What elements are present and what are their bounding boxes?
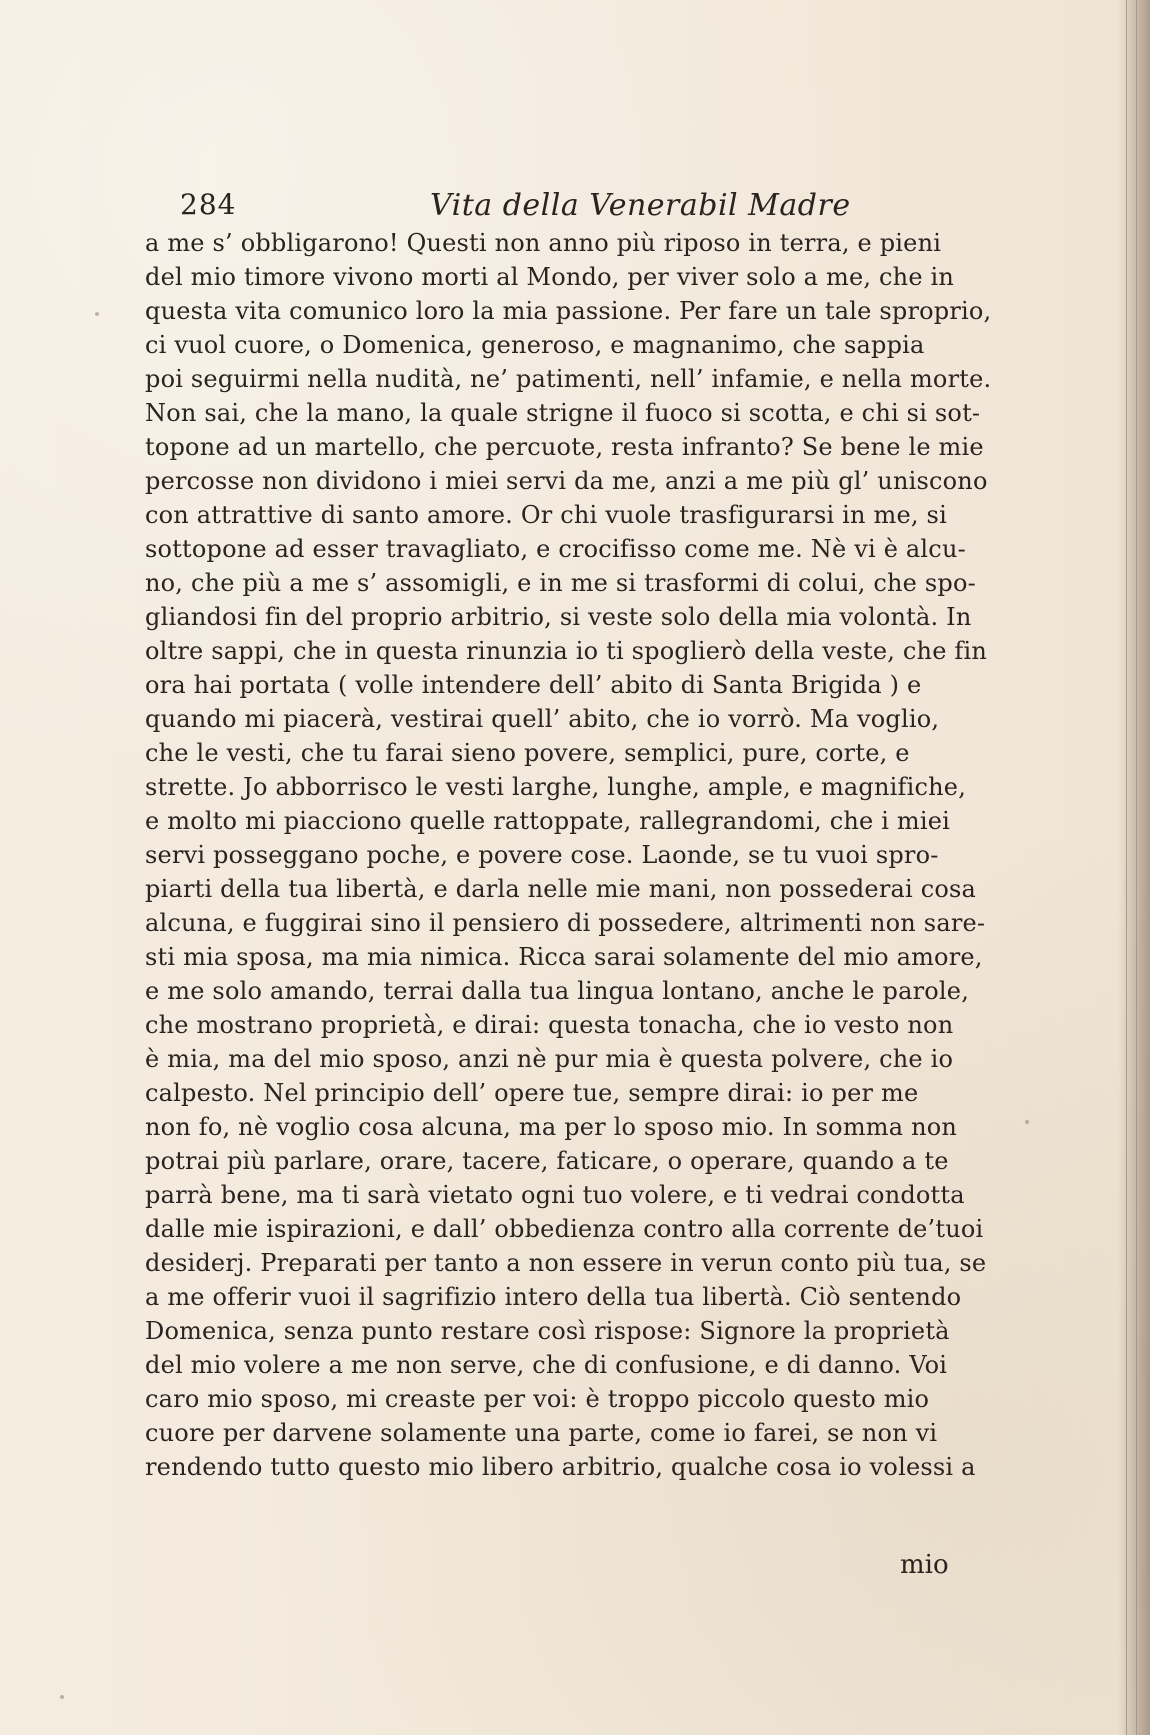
page-right-edge <box>1118 0 1150 1735</box>
text-line-29: parrà bene, ma ti sarà vietato ogni tuo volere, e ti vedrai condotta <box>145 1181 965 1209</box>
text-line-34: del mio volere a me non serve, che di confusione, e di danno. Voi <box>145 1351 948 1379</box>
text-line-19: servi posseggano poche, e povere cose. Laonde, se tu vuoi spro- <box>145 841 939 869</box>
text-line-2: del mio timore vivono morti al Mondo, per viver solo a me, che in <box>145 263 955 291</box>
text-line-7: topone ad un martello, che percuote, resta infranto? Se bene le mie <box>145 433 984 461</box>
text-line-4: ci vuol cuore, o Domenica, generoso, e magnanimo, che sappia <box>145 331 925 359</box>
text-line-9: con attrattive di santo amore. Or chi vuole trasfigurarsi in me, si <box>145 501 947 529</box>
text-line-17: strette. Jo abborrisco le vesti larghe, lunghe, ample, e magnifiche, <box>145 773 967 801</box>
page-number: 284 <box>180 188 237 221</box>
text-line-35: caro mio sposo, mi creaste per voi: è troppo piccolo questo mio <box>145 1385 930 1413</box>
paper-speck <box>60 1695 64 1699</box>
text-line-37: rendendo tutto questo mio libero arbitrio, qualche cosa io volessi a <box>145 1453 976 1481</box>
text-line-6: Non sai, che la mano, la quale strigne il fuoco si scotta, e chi si sot- <box>145 399 981 427</box>
text-line-18: e molto mi piacciono quelle rattoppate, rallegrandomi, che i miei <box>145 807 951 835</box>
text-line-27: non fo, nè voglio cosa alcuna, ma per lo sposo mio. In somma non <box>145 1113 958 1141</box>
paper-speck <box>95 312 99 316</box>
paper-speck <box>1025 1120 1029 1124</box>
text-line-16: che le vesti, che tu farai sieno povere, semplici, pure, corte, e <box>145 739 910 767</box>
text-line-21: alcuna, e fuggirai sino il pensiero di possedere, altrimenti non sare- <box>145 909 986 937</box>
text-line-28: potrai più parlare, orare, tacere, faticare, o operare, quando a te <box>145 1147 949 1175</box>
text-line-26: calpesto. Nel principio dell’ opere tue, sempre dirai: io per me <box>145 1079 919 1107</box>
text-line-33: Domenica, senza punto restare così rispose: Signore la proprietà <box>145 1317 950 1345</box>
text-line-36: cuore per darvene solamente una parte, come io farei, se non vi <box>145 1419 938 1447</box>
text-line-5: poi seguirmi nella nudità, ne’ patimenti, nell’ infamie, e nella morte. <box>145 365 992 393</box>
text-line-3: questa vita comunico loro la mia passione. Per fare un tale sproprio, <box>145 297 992 325</box>
text-line-23: e me solo amando, terrai dalla tua lingua lontano, anche le parole, <box>145 977 970 1005</box>
text-line-10: sottopone ad esser travagliato, e crocifisso come me. Nè vi è alcu- <box>145 535 966 563</box>
text-line-20: piarti della tua libertà, e darla nelle mie mani, non possederai cosa <box>145 875 977 903</box>
catchword: mio <box>900 1550 949 1580</box>
text-line-32: a me offerir vuoi il sagrifizio intero della tua libertà. Ciò sentendo <box>145 1283 962 1311</box>
text-line-30: dalle mie ispirazioni, e dall’ obbedienza contro alla corrente de’tuoi <box>145 1215 984 1243</box>
text-line-13: oltre sappi, che in questa rinunzia io ti spoglierò della veste, che fin <box>145 637 988 665</box>
text-line-15: quando mi piacerà, vestirai quell’ abito, che io vorrò. Ma voglio, <box>145 705 940 733</box>
text-line-11: no, che più a me s’ assomigli, e in me si trasformi di colui, che spo- <box>145 569 976 597</box>
text-line-8: percosse non dividono i miei servi da me, anzi a me più gl’ uniscono <box>145 467 988 495</box>
text-line-25: è mia, ma del mio sposo, anzi nè pur mia è questa polvere, che io <box>145 1045 954 1073</box>
page-header <box>170 188 990 228</box>
text-line-14: ora hai portata ( volle intendere dell’ abito di Santa Brigida ) e <box>145 671 922 699</box>
text-line-12: gliandosi fin del proprio arbitrio, si veste solo della mia volontà. In <box>145 603 972 631</box>
text-line-1: a me s’ obbligarono! Questi non anno più riposo in terra, e pieni <box>145 229 942 257</box>
running-title: Vita della Venerabil Madre <box>430 188 851 223</box>
text-line-31: desiderj. Preparati per tanto a non essere in verun conto più tua, se <box>145 1249 987 1277</box>
text-line-22: sti mia sposa, ma mia nimica. Ricca sarai solamente del mio amore, <box>145 943 983 971</box>
text-line-24: che mostrano proprietà, e dirai: questa tonacha, che io vesto non <box>145 1011 954 1039</box>
